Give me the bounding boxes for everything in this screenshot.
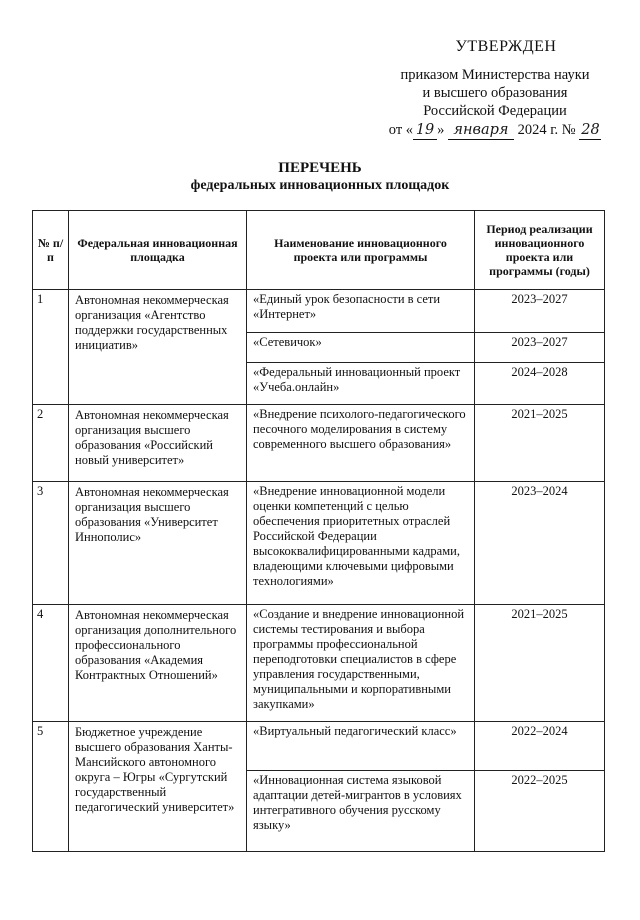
project-name: «Виртуальный педагогический класс» (247, 722, 475, 771)
platform-name: Автономная некоммерческая организация «Агентство поддержки государственных инициатив» (69, 290, 247, 405)
project-name: «Внедрение психолого-педагогического песочного моделирования в систему современного высшего образования» (247, 405, 475, 482)
row-number: 3 (33, 482, 69, 605)
platforms-table (32, 210, 605, 852)
row-number: 1 (33, 290, 69, 405)
project-period: 2024–2028 (475, 363, 605, 405)
header-period: Период реализации инновационного проекта или программы (годы) (475, 211, 605, 290)
project-name: «Сетевичок» (247, 333, 475, 363)
date-day-handwritten: 19 (413, 121, 437, 140)
row-number: 5 (33, 722, 69, 852)
document-title: ПЕРЕЧЕНЬ (278, 160, 362, 176)
table-row (33, 482, 605, 605)
project-period: 2022–2025 (475, 771, 605, 852)
approval-line-1: приказом Министерства науки (400, 67, 590, 83)
approval-title: УТВЕРЖДЕН (455, 38, 557, 55)
header-num: № п/п (33, 211, 69, 290)
project-period: 2021–2025 (475, 405, 605, 482)
platform-name: Бюджетное учреждение высшего образования Ханты-Мансийского автономного округа – Югры «Сургутский государственный педагогический университет» (69, 722, 247, 852)
row-number: 2 (33, 405, 69, 482)
row-number: 4 (33, 605, 69, 722)
platform-name: Автономная некоммерческая организация высшего образования «Университет Иннополис» (69, 482, 247, 605)
date-prefix: от « (388, 122, 414, 138)
table-row (33, 722, 605, 771)
table-row (33, 405, 605, 482)
date-mid: » (437, 122, 445, 138)
approval-date (380, 121, 610, 140)
date-year: 2024 г. № (517, 122, 576, 138)
project-name: «Единый урок безопасности в сети «Интернет» (247, 290, 475, 333)
project-period: 2023–2027 (475, 290, 605, 333)
project-name: «Федеральный инновационный проект «Учеба.онлайн» (247, 363, 475, 405)
table-header-row (33, 211, 605, 290)
project-name: «Создание и внедрение инновационной системы тестирования и выбора программы профессиональной переподготовки специалистов в сфере управления государственными, муниципальными и корпоративными закупками» (247, 605, 475, 722)
project-name: «Инновационная система языковой адаптации детей-мигрантов в условиях интегративного обучения русскому языку» (247, 771, 475, 852)
approval-line-2: и высшего образования (422, 85, 568, 101)
approval-block (380, 38, 610, 140)
header-platform: Федеральная инновационная площадка (69, 211, 247, 290)
approval-line-3: Российской Федерации (423, 103, 567, 119)
table-row (33, 290, 605, 333)
date-month-handwritten: января (448, 121, 514, 140)
order-number-handwritten: 28 (581, 122, 600, 138)
project-period: 2022–2024 (475, 722, 605, 771)
platform-name: Автономная некоммерческая организация высшего образования «Российский новый университет» (69, 405, 247, 482)
header-project: Наименование инновационного проекта или программы (247, 211, 475, 290)
platform-name: Автономная некоммерческая организация дополнительного профессионального образования «Академия Контрактных Отношений» (69, 605, 247, 722)
project-period: 2023–2024 (475, 482, 605, 605)
project-name: «Внедрение инновационной модели оценки компетенций с целью обеспечения приоритетных отраслей Российской Федерации высококвалифицированными кадрами, владеющими ключевыми цифровыми технологиями» (247, 482, 475, 605)
project-period: 2023–2027 (475, 333, 605, 363)
project-period: 2021–2025 (475, 605, 605, 722)
document-subtitle: федеральных инновационных площадок (190, 178, 450, 193)
table-row (33, 605, 605, 722)
